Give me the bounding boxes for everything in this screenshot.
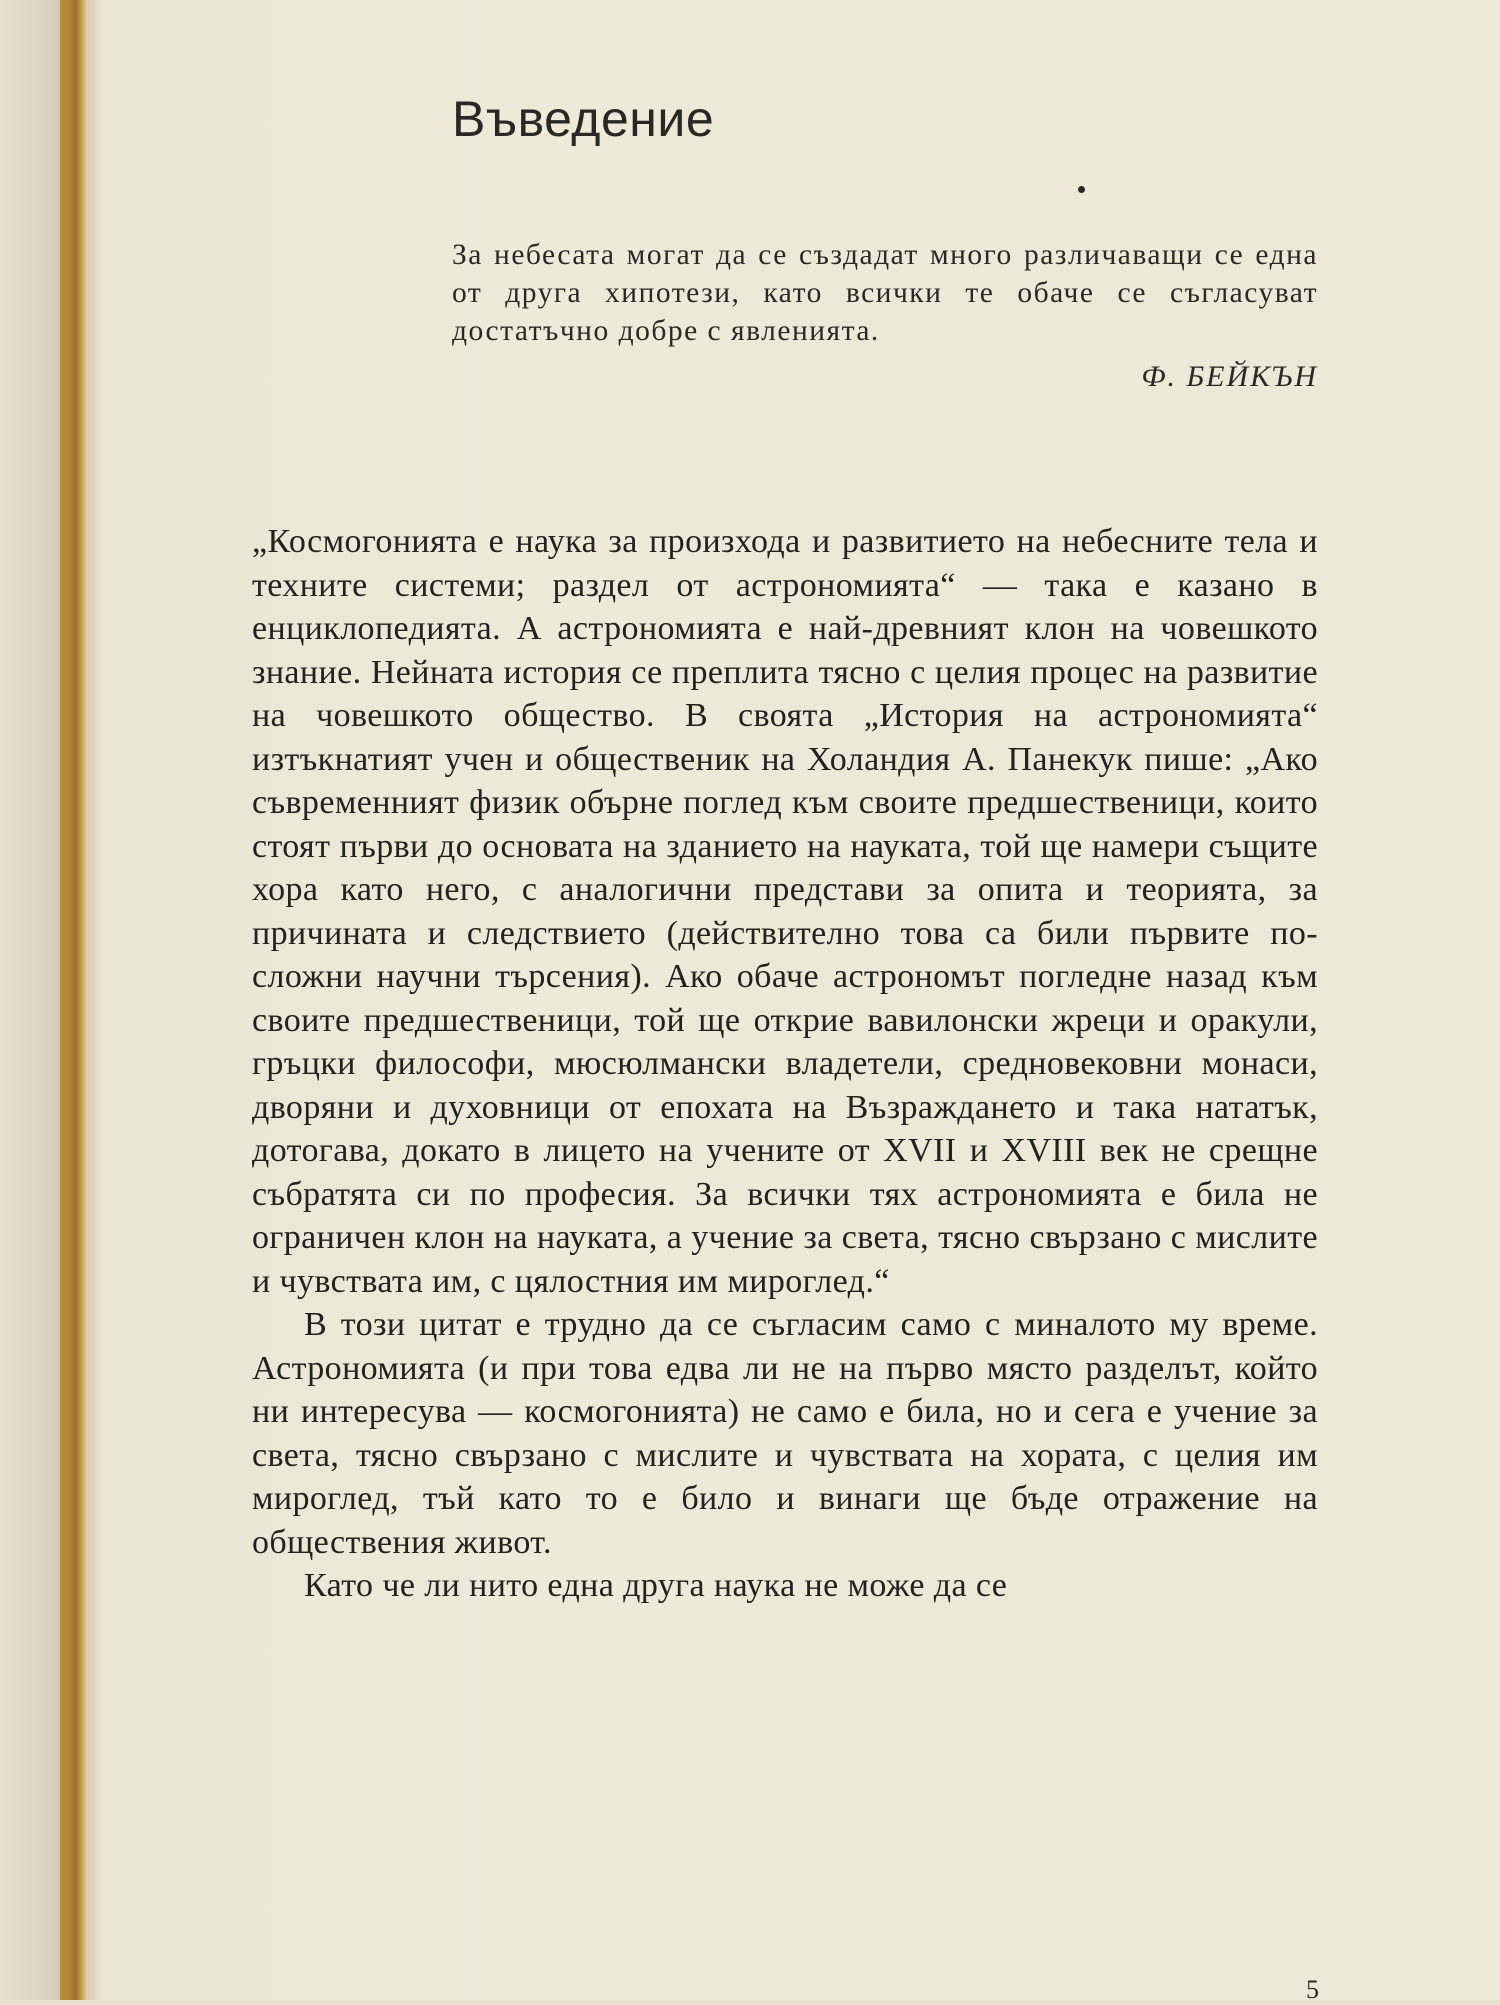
paragraph-2: В този цитат е трудно да се съгласим само с миналото му време. Астрономията (и при това едва ли не на първо място разделът, който ни интересува — космогонията) не само е била, но и сега е учение за света, тясно свързано с мислите и чувствата на хората, с целия им мироглед, тъй като то е било и винаги ще бъде отражение на обществения живот.	[252, 1306, 1318, 1561]
epigraph-text: За небесата могат да се създадат много различаващи се една от друга хипотези, като всички те обаче се съгласуват достатъчно добре с явленията.	[452, 239, 1318, 347]
paragraph-3: Като че ли нито една друга наука не може да се	[304, 1567, 1008, 1604]
ink-dot	[1078, 186, 1085, 193]
page-edge-stain	[60, 0, 88, 2000]
page-fold	[88, 0, 102, 2000]
chapter-heading: Въведение	[452, 91, 715, 147]
page-number: 5	[1306, 1975, 1319, 2004]
body-text	[252, 520, 1318, 1608]
book-gutter	[0, 0, 66, 2000]
epigraph-author: Ф. БЕЙКЪН	[1141, 360, 1318, 393]
paragraph-1: „Космогонията е наука за произхода и развитието на небесните тела и техните системи; раздел от астрономията“ — така е казано в енциклопедията. А астрономията е най-древният клон на човешкото знание. Нейната история се преплита тясно с целия процес на развитие на човешкото общество. В своята „История на астрономията“ изтъкнатият учен и общественик на Холандия А. Панекук пише: „Ако съвременният физик обърне поглед към своите предшественици, които стоят първи до основата на зданието на науката, той ще намери същите хора като него, с аналогични представи за опита и теорията, за причината и следствието (действително това са били първите по-сложни научни търсения). Ако обаче астрономът погледне назад към своите предшественици, той ще открие вавилонски жреци и оракули, гръцки философи, мюсюлмански владетели, средновековни монаси, дворяни и духовници от епохата на Възраждането и така нататък, дотогава, докато в лицето на учените от XVII и XVIII век не срещне събратята си по професия. За всички тях астрономията е била не ограничен клон на науката, а учение за света, тясно свързано с мислите и чувствата им, с цялостния им мироглед.“	[252, 523, 1318, 1300]
